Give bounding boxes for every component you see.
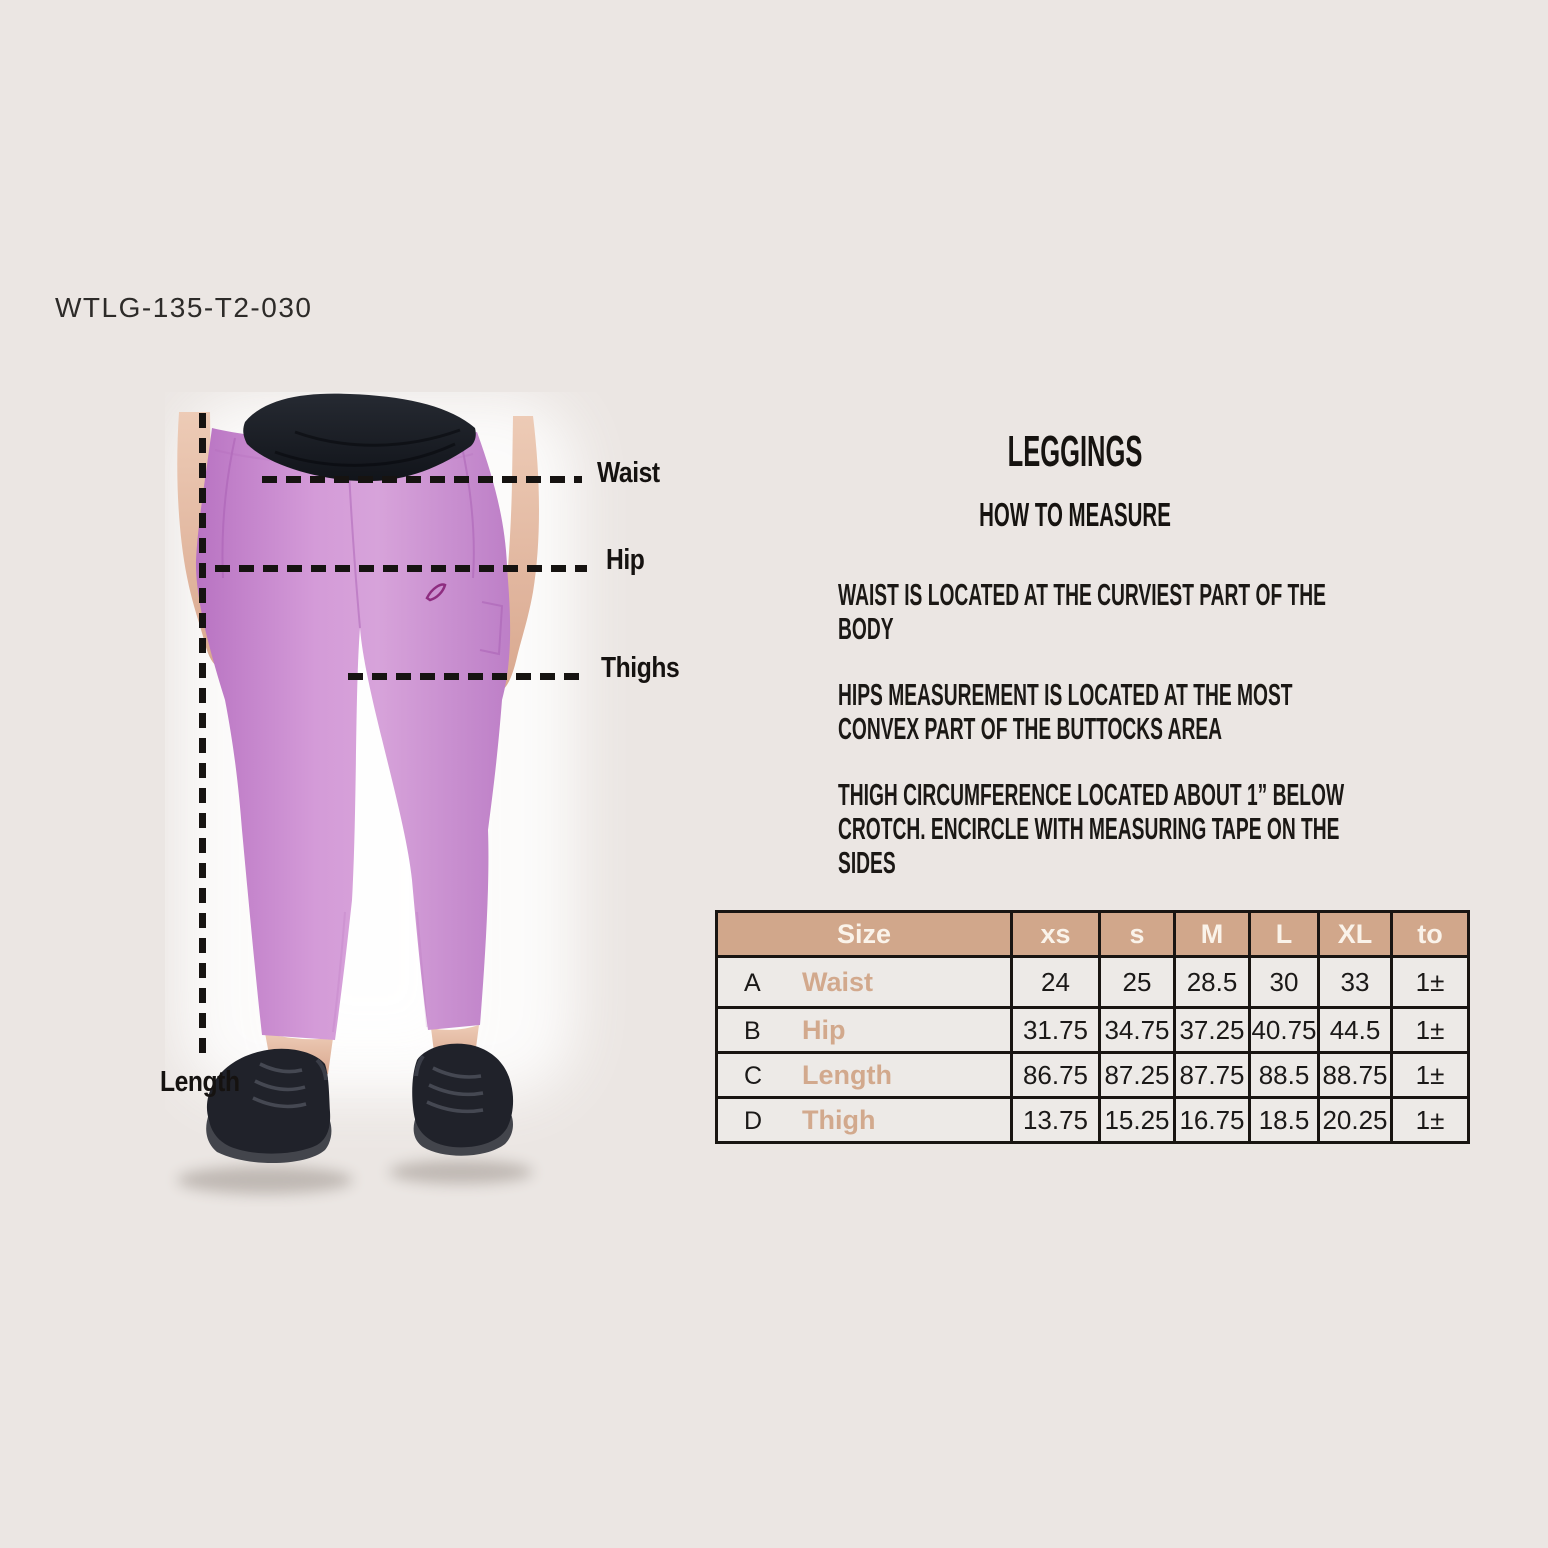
row-label-cell [717,957,1012,1008]
value-cell: 28.5 [1175,957,1250,1008]
value-cell: 87.75 [1175,1053,1250,1098]
col-header-l: L [1250,912,1319,957]
value-cell: 88.75 [1319,1053,1392,1098]
row-label-cell [717,1098,1012,1143]
length-label: Length [160,1066,240,1098]
value-cell: 18.5 [1250,1098,1319,1143]
hip-measure-line [215,565,587,572]
row-letter: A [744,968,761,997]
col-header-m: M [1175,912,1250,957]
table-row-hip [717,1008,1469,1053]
guide-headings [780,427,1370,533]
row-label: Hip [802,1014,846,1045]
value-cell: 31.75 [1012,1008,1100,1053]
value-cell: 1± [1392,957,1469,1008]
row-letter: C [744,1061,763,1090]
value-cell: 24 [1012,957,1100,1008]
col-header-xl: XL [1319,912,1392,957]
hip-label: Hip [606,544,645,576]
thighs-measure-line [348,673,586,680]
thighs-label: Thighs [601,652,680,684]
model-photo-illustration [165,392,740,1207]
value-cell: 16.75 [1175,1098,1250,1143]
hips-instruction: HIPS MEASUREMENT IS LOCATED AT THE MOST CONVEX PART OF THE BUTTOCKS AREA [838,677,1293,746]
row-label-cell [717,1053,1012,1098]
value-cell: 1± [1392,1008,1469,1053]
shoe-shadow [177,1166,353,1194]
value-cell: 33 [1319,957,1392,1008]
size-table-body [717,957,1469,1143]
right-shoe [412,1044,513,1156]
value-cell: 15.25 [1100,1098,1175,1143]
model-photo [165,392,740,1207]
row-letter: B [744,1016,761,1045]
page-title: LEGGINGS [1007,427,1143,476]
col-header-xs: xs [1012,912,1100,957]
value-cell: 37.25 [1175,1008,1250,1053]
row-label: Waist [802,966,874,997]
row-letter: D [744,1106,763,1135]
value-cell: 87.25 [1100,1053,1175,1098]
shoe-shadow [389,1160,533,1184]
col-header-to: to [1392,912,1469,957]
value-cell: 30 [1250,957,1319,1008]
size-table-header-row [717,912,1469,957]
value-cell: 20.25 [1319,1098,1392,1143]
length-measure-line [199,413,206,1063]
table-row-waist [717,957,1469,1008]
value-cell: 86.75 [1012,1053,1100,1098]
waist-label: Waist [597,457,660,489]
size-table [715,910,1470,1144]
waist-instruction: WAIST IS LOCATED AT THE CURVIEST PART OF THE BODY [838,577,1326,646]
value-cell: 34.75 [1100,1008,1175,1053]
value-cell: 44.5 [1319,1008,1392,1053]
value-cell: 40.75 [1250,1008,1319,1053]
table-row-thigh [717,1098,1469,1143]
value-cell: 13.75 [1012,1098,1100,1143]
col-header-size: Size [717,912,1012,957]
waist-measure-line [262,476,582,483]
row-label: Thigh [802,1104,876,1135]
value-cell: 1± [1392,1098,1469,1143]
col-header-s: s [1100,912,1175,957]
page-subtitle: HOW TO MEASURE [979,496,1171,533]
how-to-measure-text [838,578,1548,912]
row-label-cell [717,1008,1012,1053]
table-row-length [717,1053,1469,1098]
value-cell: 25 [1100,957,1175,1008]
thigh-instruction: THIGH CIRCUMFERENCE LOCATED ABOUT 1” BELOW CROTCH. ENCIRCLE WITH MEASURING TAPE ON THE SIDES [838,777,1345,880]
row-label: Length [802,1059,892,1090]
value-cell: 88.5 [1250,1053,1319,1098]
product-code: WTLG-135-T2-030 [55,292,313,323]
value-cell: 1± [1392,1053,1469,1098]
